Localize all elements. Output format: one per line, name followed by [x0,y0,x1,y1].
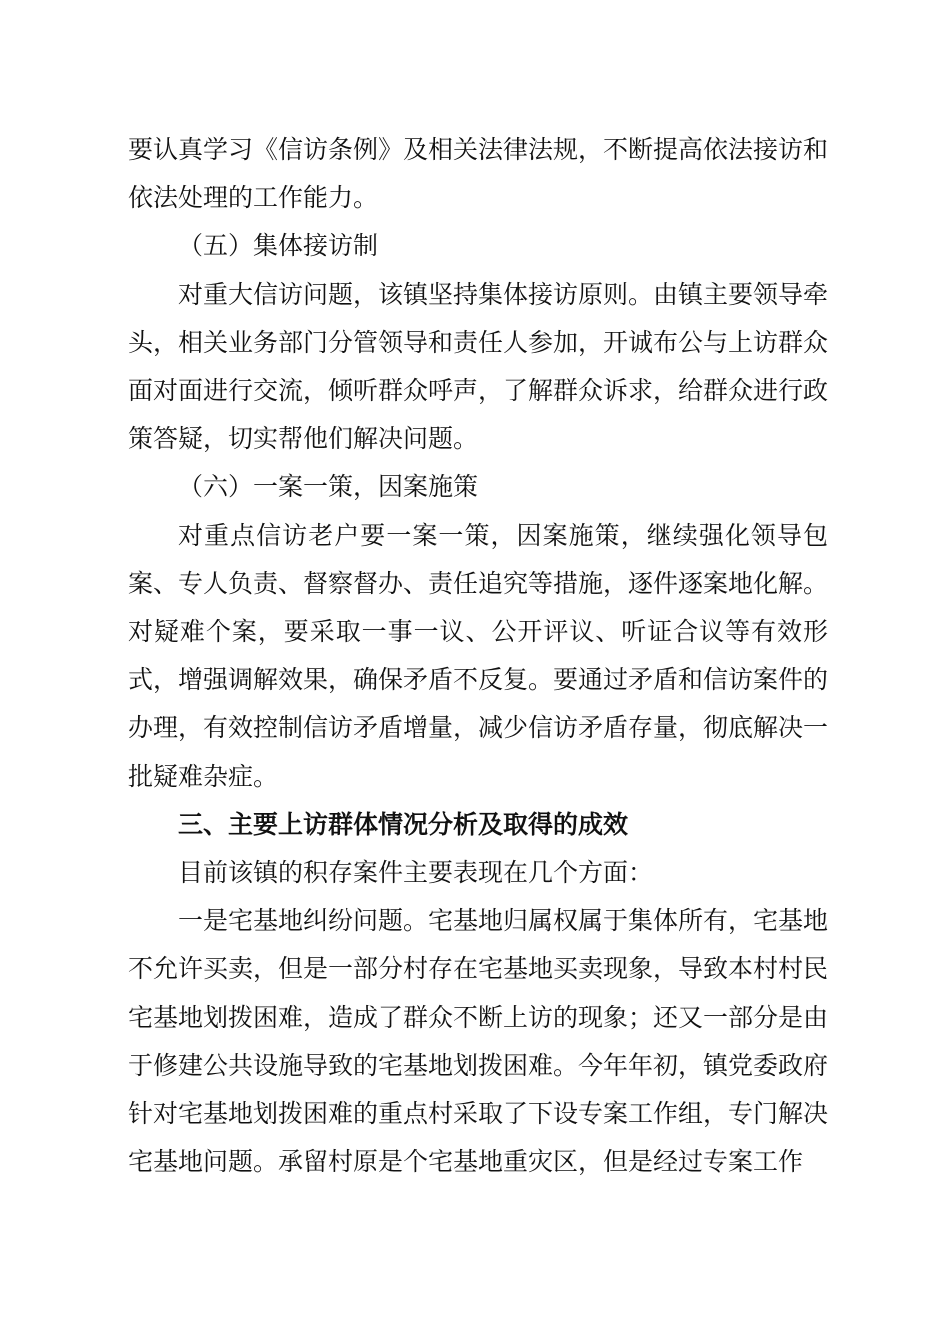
section-heading-analysis: 三、主要上访群体情况分析及取得的成效 [178,809,629,839]
paragraph-one-case-one-policy: 对重点信访老户要一案一策，因案施策，继续强化领导包案、专人负责、督察督办、责任追究等措施，逐件逐案地化解。对疑难个案，要采取一事一议、公开评议、听证合议等有效形式，增强调解效果，确保矛盾不反复。要通过矛盾和信访案件的办理，有效控制信访矛盾增量，减少信访矛盾存量，彻底解决一批疑难杂症。 [128,520,829,791]
paragraph-collective-reception: 对重大信访问题，该镇坚持集体接访原则。由镇主要领导牵头，相关业务部门分管领导和责任人参加，开诚布公与上访群众面对面进行交流，倾听群众呼声，了解群众诉求，给群众进行政策答疑，切实帮他们解决问题。 [128,279,829,454]
subheading-collective-reception: （五）集体接访制 [178,231,379,261]
subheading-one-case-one-policy: （六）一案一策，因案施策 [178,472,479,502]
paragraph-overview: 目前该镇的积存案件主要表现在几个方面： [178,858,654,888]
document-body [128,126,828,1186]
paragraph-homestead-disputes: 一是宅基地纠纷问题。宅基地归属权属于集体所有，宅基地不允许买卖，但是一部分村存在宅基地买卖现象，导致本村村民宅基地划拨困难，造成了群众不断上访的现象；还又一部分是由于修建公共设施导致的宅基地划拨困难。今年年初，镇党委政府针对宅基地划拨困难的重点村采取了下设专案工作组，专门解决宅基地问题。承留村原是个宅基地重灾区，但是经过专案工作 [128,906,829,1177]
paragraph-continuation: 要认真学习《信访条例》及相关法律法规，不断提高依法接访和依法处理的工作能力。 [128,135,829,213]
